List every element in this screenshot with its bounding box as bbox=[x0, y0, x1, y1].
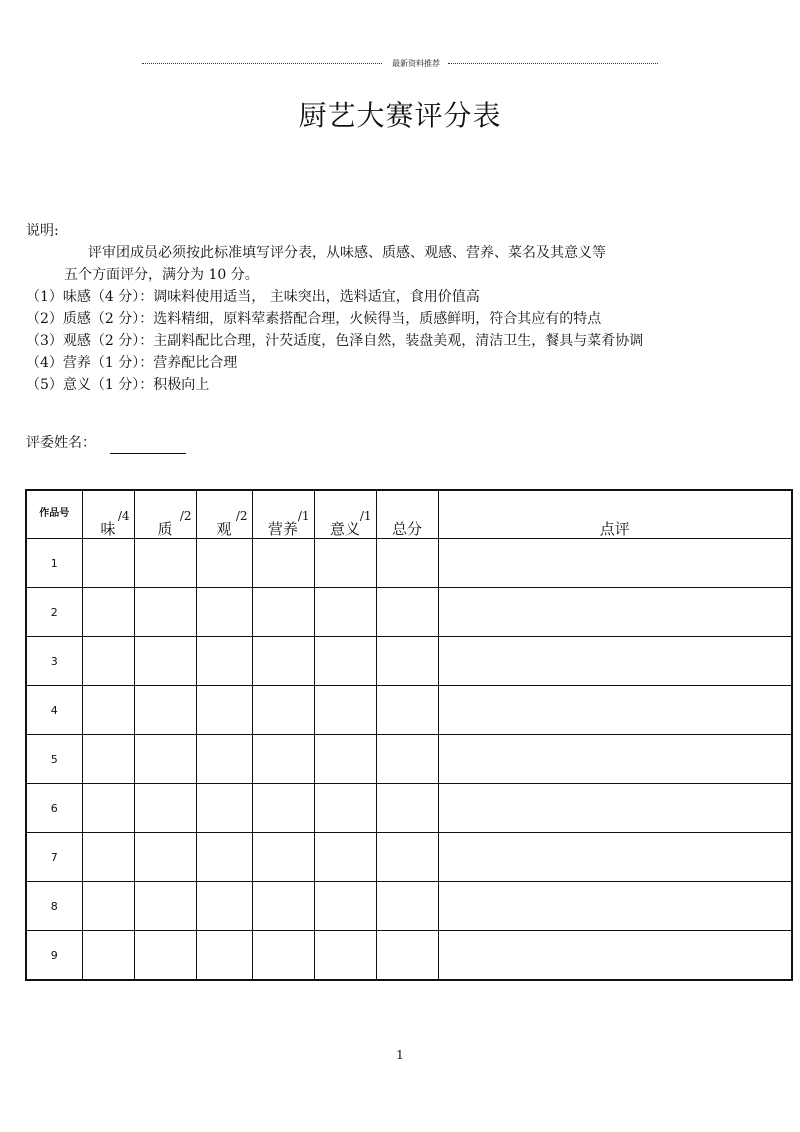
cell-nutrition[interactable] bbox=[252, 686, 314, 735]
criterion-appearance: （3）观感（2 分）：主副料配比合理，汁芡适度，色泽自然，装盘美观，清洁卫生，餐具与菜肴协调 bbox=[26, 333, 644, 349]
header-work-no bbox=[26, 490, 82, 539]
cell-meaning[interactable] bbox=[314, 931, 376, 981]
header-nutrition-max: /1 bbox=[297, 509, 310, 523]
header-comment-label: 点评 bbox=[599, 520, 630, 538]
cell-comment[interactable] bbox=[438, 784, 792, 833]
cell-nutrition[interactable] bbox=[252, 882, 314, 931]
header-text: 最新资料推荐 bbox=[392, 59, 440, 68]
cell-appearance[interactable] bbox=[196, 539, 252, 588]
cell-taste[interactable] bbox=[82, 882, 134, 931]
cell-total[interactable] bbox=[376, 637, 438, 686]
table-row bbox=[26, 686, 792, 735]
header-work-no-label: 作品号 bbox=[39, 508, 70, 519]
row-number: 2 bbox=[26, 588, 82, 637]
cell-comment[interactable] bbox=[438, 588, 792, 637]
cell-texture[interactable] bbox=[134, 539, 196, 588]
header-dotted-rule-right bbox=[448, 63, 658, 64]
cell-meaning[interactable] bbox=[314, 833, 376, 882]
criterion-texture: （2）质感（2 分）：选料精细，原料荤素搭配合理，火候得当，质感鲜明，符合其应有的特点 bbox=[26, 311, 602, 327]
header-appearance bbox=[196, 490, 252, 539]
header-taste-label: 味 bbox=[100, 520, 116, 538]
cell-taste[interactable] bbox=[82, 588, 134, 637]
cell-taste[interactable] bbox=[82, 735, 134, 784]
judge-name-field[interactable] bbox=[110, 439, 186, 454]
table-row bbox=[26, 784, 792, 833]
cell-texture[interactable] bbox=[134, 588, 196, 637]
row-number: 5 bbox=[26, 735, 82, 784]
cell-nutrition[interactable] bbox=[252, 784, 314, 833]
cell-meaning[interactable] bbox=[314, 686, 376, 735]
header-nutrition-label: 营养 bbox=[267, 520, 298, 538]
cell-appearance[interactable] bbox=[196, 784, 252, 833]
table-row bbox=[26, 637, 792, 686]
criterion-taste: （1）味感（4 分）：调味料使用适当， 主味突出，选料适宜，食用价值高 bbox=[26, 289, 480, 305]
table-row bbox=[26, 735, 792, 784]
header-taste bbox=[82, 490, 134, 539]
cell-taste[interactable] bbox=[82, 784, 134, 833]
instructions bbox=[26, 220, 643, 396]
cell-texture[interactable] bbox=[134, 784, 196, 833]
cell-meaning[interactable] bbox=[314, 882, 376, 931]
cell-appearance[interactable] bbox=[196, 931, 252, 981]
cell-appearance[interactable] bbox=[196, 833, 252, 882]
cell-total[interactable] bbox=[376, 686, 438, 735]
cell-meaning[interactable] bbox=[314, 735, 376, 784]
judge-name-label: 评委姓名： bbox=[26, 435, 96, 451]
cell-total[interactable] bbox=[376, 539, 438, 588]
header-nutrition bbox=[252, 490, 314, 539]
cell-appearance[interactable] bbox=[196, 735, 252, 784]
row-number: 8 bbox=[26, 882, 82, 931]
cell-texture[interactable] bbox=[134, 637, 196, 686]
cell-appearance[interactable] bbox=[196, 588, 252, 637]
instructions-heading: 说明: bbox=[26, 223, 59, 239]
cell-comment[interactable] bbox=[438, 637, 792, 686]
cell-comment[interactable] bbox=[438, 931, 792, 981]
header-comment bbox=[438, 490, 792, 539]
cell-comment[interactable] bbox=[438, 833, 792, 882]
row-number: 1 bbox=[26, 539, 82, 588]
cell-comment[interactable] bbox=[438, 735, 792, 784]
cell-total[interactable] bbox=[376, 833, 438, 882]
score-table bbox=[25, 489, 793, 981]
cell-nutrition[interactable] bbox=[252, 539, 314, 588]
instructions-intro-line1: 评审团成员必须按此标准填写评分表，从味感、质感、观感、营养、菜名及其意义等 bbox=[88, 245, 606, 261]
cell-taste[interactable] bbox=[82, 637, 134, 686]
cell-taste[interactable] bbox=[82, 931, 134, 981]
header-taste-max: /4 bbox=[117, 509, 130, 523]
cell-meaning[interactable] bbox=[314, 784, 376, 833]
cell-total[interactable] bbox=[376, 588, 438, 637]
header-total bbox=[376, 490, 438, 539]
cell-texture[interactable] bbox=[134, 882, 196, 931]
header-texture-max: /2 bbox=[179, 509, 192, 523]
cell-total[interactable] bbox=[376, 735, 438, 784]
cell-texture[interactable] bbox=[134, 931, 196, 981]
cell-total[interactable] bbox=[376, 784, 438, 833]
row-number: 4 bbox=[26, 686, 82, 735]
cell-appearance[interactable] bbox=[196, 882, 252, 931]
instructions-intro-line2: 五个方面评分，满分为 10 分。 bbox=[64, 267, 259, 283]
row-number: 9 bbox=[26, 931, 82, 981]
row-number: 3 bbox=[26, 637, 82, 686]
header-texture bbox=[134, 490, 196, 539]
header-appearance-label: 观 bbox=[216, 520, 232, 538]
cell-nutrition[interactable] bbox=[252, 735, 314, 784]
header-total-label: 总分 bbox=[391, 520, 422, 538]
table-row bbox=[26, 882, 792, 931]
header-texture-label: 质 bbox=[157, 520, 173, 538]
page-number: 1 bbox=[396, 1048, 404, 1062]
cell-nutrition[interactable] bbox=[252, 931, 314, 981]
cell-total[interactable] bbox=[376, 882, 438, 931]
page-title: 厨艺大赛评分表 bbox=[298, 99, 502, 132]
cell-taste[interactable] bbox=[82, 686, 134, 735]
cell-comment[interactable] bbox=[438, 686, 792, 735]
criterion-nutrition: （4）营养（1 分）：营养配比合理 bbox=[26, 355, 238, 371]
page-header bbox=[142, 58, 658, 70]
cell-taste[interactable] bbox=[82, 833, 134, 882]
cell-nutrition[interactable] bbox=[252, 637, 314, 686]
header-appearance-max: /2 bbox=[235, 509, 248, 523]
table-row bbox=[26, 588, 792, 637]
table-row bbox=[26, 833, 792, 882]
cell-meaning[interactable] bbox=[314, 539, 376, 588]
header-meaning-max: /1 bbox=[359, 509, 372, 523]
table-row bbox=[26, 931, 792, 981]
cell-total[interactable] bbox=[376, 931, 438, 981]
cell-comment[interactable] bbox=[438, 539, 792, 588]
cell-texture[interactable] bbox=[134, 686, 196, 735]
table-row bbox=[26, 539, 792, 588]
criterion-meaning: （5）意义（1 分）：积极向上 bbox=[26, 377, 210, 393]
cell-appearance[interactable] bbox=[196, 686, 252, 735]
cell-meaning[interactable] bbox=[314, 637, 376, 686]
cell-texture[interactable] bbox=[134, 735, 196, 784]
row-number: 7 bbox=[26, 833, 82, 882]
cell-texture[interactable] bbox=[134, 833, 196, 882]
cell-nutrition[interactable] bbox=[252, 833, 314, 882]
cell-comment[interactable] bbox=[438, 882, 792, 931]
cell-taste[interactable] bbox=[82, 539, 134, 588]
cell-appearance[interactable] bbox=[196, 637, 252, 686]
cell-nutrition[interactable] bbox=[252, 588, 314, 637]
row-number: 6 bbox=[26, 784, 82, 833]
header-dotted-rule-left bbox=[142, 63, 382, 64]
header-meaning-label: 意义 bbox=[329, 520, 360, 538]
score-table-header bbox=[26, 490, 792, 539]
header-meaning bbox=[314, 490, 376, 539]
judge-name-row bbox=[26, 432, 186, 454]
cell-meaning[interactable] bbox=[314, 588, 376, 637]
